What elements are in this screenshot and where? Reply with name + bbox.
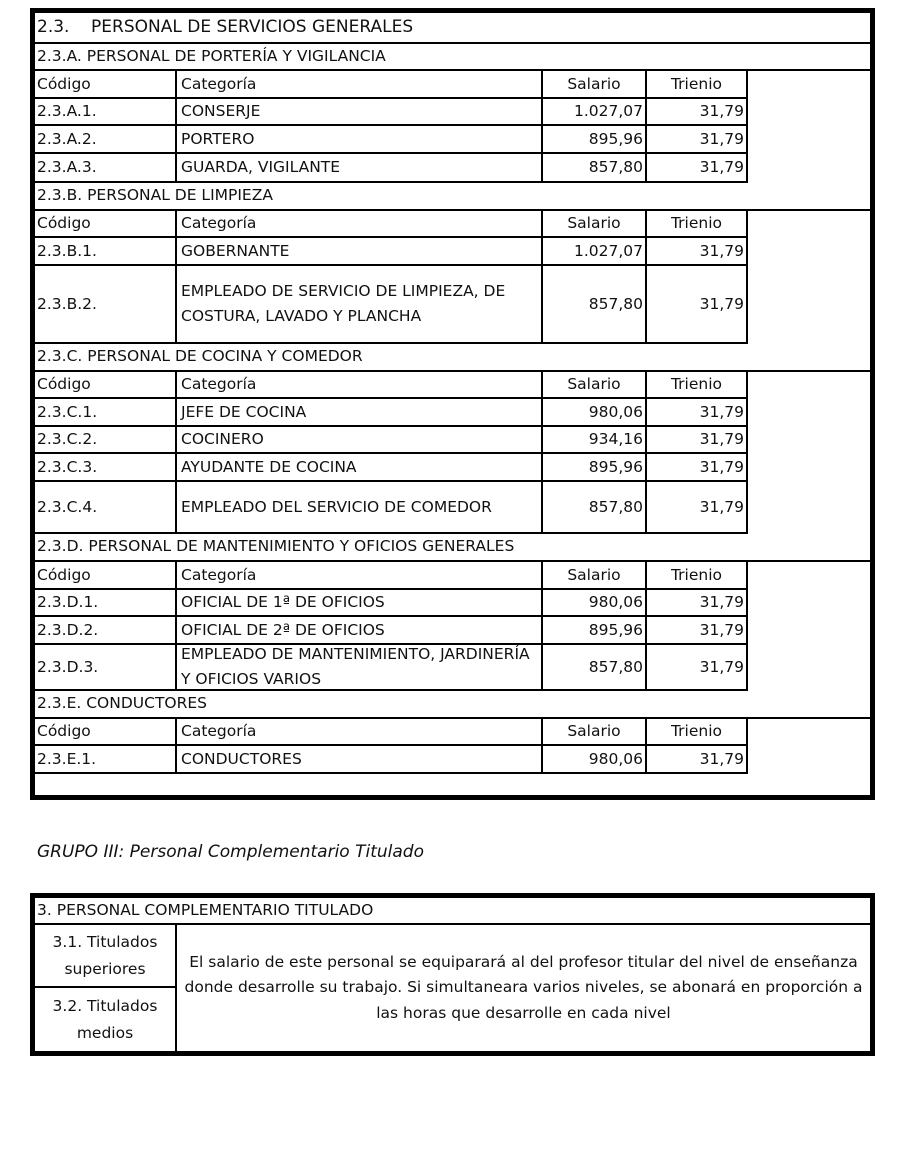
titulados-medios: 3.2. Titulados medios xyxy=(52,997,158,1042)
categoria-cell: OFICIAL DE 1ª DE OFICIOS xyxy=(177,590,543,617)
header-categoria: Categoría xyxy=(177,211,543,238)
table-row xyxy=(35,238,870,266)
section-title: 2.3.B. PERSONAL DE LIMPIEZA xyxy=(35,183,870,211)
trienio-cell: 31,79 xyxy=(647,454,748,482)
table-row xyxy=(35,99,870,126)
section-title: 2.3.E. CONDUCTORES xyxy=(35,691,870,719)
header-trienio: Trienio xyxy=(647,719,748,746)
servicios-generales-table xyxy=(30,8,875,800)
categoria-cell: EMPLEADO DEL SERVICIO DE COMEDOR xyxy=(177,482,543,534)
salary-description: El salario de este personal se equiparará al del profesor titular del nivel de enseñanza donde desarrolle su trabajo. Si simultaneara varios niveles, se abonará en proporción a las horas que desarrolle en cada nivel xyxy=(184,952,863,1022)
trienio-cell: 31,79 xyxy=(647,746,748,774)
codigo-cell: 2.3.C.1. xyxy=(35,399,177,427)
salario-cell: 895,96 xyxy=(543,454,647,482)
codigo-cell: 2.3.A.3. xyxy=(35,154,177,183)
header-salario: Salario xyxy=(543,372,647,399)
header-categoria: Categoría xyxy=(177,71,543,99)
header-trienio: Trienio xyxy=(647,71,748,99)
salario-cell: 895,96 xyxy=(543,617,647,645)
column-header-row xyxy=(35,211,870,238)
categoria-cell: COCINERO xyxy=(177,427,543,454)
salario-cell: 895,96 xyxy=(543,126,647,154)
table-title: 3. PERSONAL COMPLEMENTARIO TITULADO xyxy=(35,898,870,925)
trienio-cell: 31,79 xyxy=(647,617,748,645)
salario-cell: 857,80 xyxy=(543,266,647,344)
table-row xyxy=(35,645,870,691)
header-salario: Salario xyxy=(543,211,647,238)
salario-cell: 980,06 xyxy=(543,746,647,774)
table-row xyxy=(35,126,870,154)
header-trienio: Trienio xyxy=(647,211,748,238)
categoria-cell: EMPLEADO DE MANTENIMIENTO, JARDINERÍA Y OFICIOS VARIOS xyxy=(177,645,543,691)
header-codigo: Código xyxy=(35,562,177,590)
trienio-cell: 31,79 xyxy=(647,238,748,266)
codigo-cell: 2.3.A.1. xyxy=(35,99,177,126)
salario-cell: 1.027,07 xyxy=(543,238,647,266)
salario-cell: 934,16 xyxy=(543,427,647,454)
group-heading: GRUPO III: Personal Complementario Titulado xyxy=(37,842,424,862)
trienio-cell: 31,79 xyxy=(647,645,748,691)
codigo-cell: 2.3.D.2. xyxy=(35,617,177,645)
codigo-cell: 2.3.C.4. xyxy=(35,482,177,534)
table-row xyxy=(35,454,870,482)
categoria-cell: GOBERNANTE xyxy=(177,238,543,266)
codigo-cell: 2.3.E.1. xyxy=(35,746,177,774)
section-title: 2.3.C. PERSONAL DE COCINA Y COMEDOR xyxy=(35,344,870,372)
categoria-cell: GUARDA, VIGILANTE xyxy=(177,154,543,183)
header-codigo: Código xyxy=(35,211,177,238)
codigo-cell: 2.3.B.1. xyxy=(35,238,177,266)
header-salario: Salario xyxy=(543,562,647,590)
categoria-cell: EMPLEADO DE SERVICIO DE LIMPIEZA, DE COSTURA, LAVADO Y PLANCHA xyxy=(177,266,543,344)
header-salario: Salario xyxy=(543,719,647,746)
salario-cell: 857,80 xyxy=(543,645,647,691)
trienio-cell: 31,79 xyxy=(647,399,748,427)
codigo-cell: 2.3.D.3. xyxy=(35,645,177,691)
table-title: 2.3. PERSONAL DE SERVICIOS GENERALES xyxy=(35,13,870,44)
categories-column xyxy=(35,925,177,1051)
table-row xyxy=(35,617,870,645)
categoria-cell: PORTERO xyxy=(177,126,543,154)
categoria-cell: JEFE DE COCINA xyxy=(177,399,543,427)
column-header-row xyxy=(35,562,870,590)
column-header-row xyxy=(35,71,870,99)
header-categoria: Categoría xyxy=(177,562,543,590)
header-codigo: Código xyxy=(35,719,177,746)
codigo-cell: 2.3.D.1. xyxy=(35,590,177,617)
categoria-cell: OFICIAL DE 2ª DE OFICIOS xyxy=(177,617,543,645)
trienio-cell: 31,79 xyxy=(647,427,748,454)
section-title: 2.3.A. PERSONAL DE PORTERÍA Y VIGILANCIA xyxy=(35,44,870,71)
salario-cell: 857,80 xyxy=(543,154,647,183)
trienio-cell: 31,79 xyxy=(647,154,748,183)
header-codigo: Código xyxy=(35,71,177,99)
trienio-cell: 31,79 xyxy=(647,126,748,154)
header-categoria: Categoría xyxy=(177,719,543,746)
salario-cell: 980,06 xyxy=(543,399,647,427)
trienio-cell: 31,79 xyxy=(647,590,748,617)
column-header-row xyxy=(35,372,870,399)
complementario-table xyxy=(30,893,875,1056)
trienio-cell: 31,79 xyxy=(647,99,748,126)
trienio-cell: 31,79 xyxy=(647,482,748,534)
table-row xyxy=(35,154,870,183)
titulados-superiores: 3.1. Titulados superiores xyxy=(35,925,175,988)
header-trienio: Trienio xyxy=(647,562,748,590)
header-salario: Salario xyxy=(543,71,647,99)
categoria-cell: CONSERJE xyxy=(177,99,543,126)
trienio-cell: 31,79 xyxy=(647,266,748,344)
codigo-cell: 2.3.A.2. xyxy=(35,126,177,154)
table-row xyxy=(35,427,870,454)
salario-cell: 857,80 xyxy=(543,482,647,534)
codigo-cell: 2.3.B.2. xyxy=(35,266,177,344)
header-trienio: Trienio xyxy=(647,372,748,399)
codigo-cell: 2.3.C.3. xyxy=(35,454,177,482)
salario-cell: 980,06 xyxy=(543,590,647,617)
header-categoria: Categoría xyxy=(177,372,543,399)
table-row xyxy=(35,590,870,617)
table-row xyxy=(35,399,870,427)
table-row xyxy=(35,482,870,534)
table-row xyxy=(35,266,870,344)
codigo-cell: 2.3.C.2. xyxy=(35,427,177,454)
salario-cell: 1.027,07 xyxy=(543,99,647,126)
categoria-cell: AYUDANTE DE COCINA xyxy=(177,454,543,482)
column-header-row xyxy=(35,719,870,746)
categoria-cell: CONDUCTORES xyxy=(177,746,543,774)
header-codigo: Código xyxy=(35,372,177,399)
section-title: 2.3.D. PERSONAL DE MANTENIMIENTO Y OFICIOS GENERALES xyxy=(35,534,870,562)
table-row xyxy=(35,746,870,774)
